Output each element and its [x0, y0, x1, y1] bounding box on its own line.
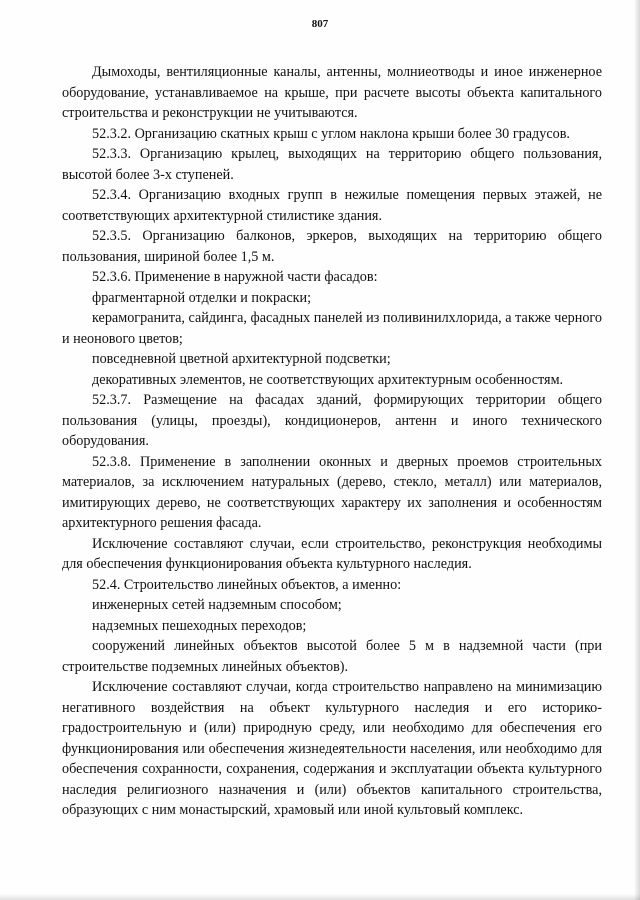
paragraph: надземных пешеходных переходов; — [92, 617, 307, 634]
document-body — [62, 62, 602, 821]
paragraph: фрагментарной отделки и покраски; — [92, 289, 312, 306]
paragraph: керамогранита, сайдинга, фасадных панелей из поливинилхлорида, а также черного и неонового цветов; — [62, 310, 602, 347]
paragraph: 52.3.8. Применение в заполнении оконных и дверных проемов строительных материалов, за исключением натуральных (дерево, стекло, металл) или материалов, имитирующих дерево, не соответствующих характеру их заполнения и особенностям архитектурного решения фасада. — [62, 453, 602, 531]
paragraph: 52.3.6. Применение в наружной части фасадов: — [92, 269, 378, 285]
paragraph: инженерных сетей надземным способом; — [92, 597, 342, 613]
paragraph: сооружений линейных объектов высотой более 5 м в надземной части (при строительстве подземных линейных объектов). — [62, 638, 602, 675]
paragraph: Исключение составляют случаи, если строительство, реконструкция необходимы для обеспечения функционирования объекта культурного наследия. — [62, 535, 602, 572]
page-number: 807 — [311, 18, 329, 30]
paragraph: Исключение составляют случаи, когда строительство направлено на минимизацию негативного воздействия на объект культурного наследия и его историко-градостроительную и (или) природную среду, или необходимо для обеспечения его функционирования или обеспечения жизнедеятельности населения, или необходимо для обеспечения сохранности, сохранения, содержания и эксплуатации объекта культурного наследия религиозного назначения и (или) объектов капитального строительства, образующих с ним монастырский, храмовый или иной культовый комплекс. — [62, 679, 602, 818]
paragraph: 52.3.4. Организацию входных групп в нежилые помещения первых этажей, не соответствующих архитектурной стилистике здания. — [62, 187, 602, 224]
page-bottom-shadow — [0, 894, 640, 900]
paragraph: 52.3.2. Организацию скатных крыш с углом наклона крыши более 30 градусов. — [92, 125, 570, 142]
paragraph: 52.4. Строительство линейных объектов, а именно: — [92, 576, 402, 593]
paragraph: 52.3.7. Размещение на фасадах зданий, формирующих территории общего пользования (улицы, проезды), кондиционеров, антенн и иного технического оборудования. — [62, 392, 602, 449]
paragraph: 52.3.3. Организацию крылец, выходящих на территорию общего пользования, высотой более 3-х ступеней. — [62, 146, 602, 183]
paragraph: декоративных элементов, не соответствующих архитектурным особенностям. — [92, 371, 564, 388]
paragraph: 52.3.5. Организацию балконов, эркеров, выходящих на территорию общего пользования, шириной более 1,5 м. — [62, 228, 602, 265]
paragraph: Дымоходы, вентиляционные каналы, антенны, молниеотводы и иное инженерное оборудование, устанавливаемое на крыше, при расчете высоты объекта капитального строительства и реконструкции не учитываются. — [62, 64, 602, 121]
page-edge-shadow — [634, 0, 640, 900]
paragraph: повседневной цветной архитектурной подсветки; — [92, 351, 391, 367]
